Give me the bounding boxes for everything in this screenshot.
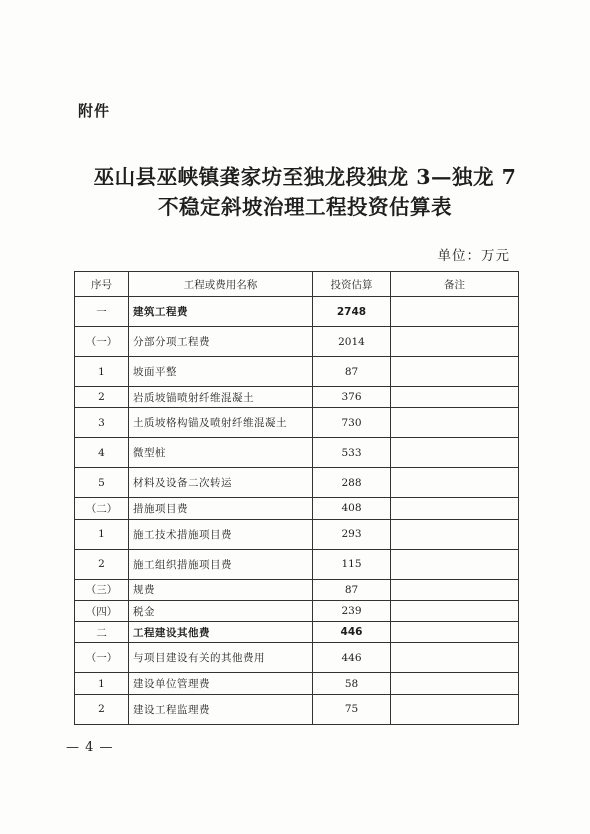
row-note xyxy=(391,438,519,468)
table-row xyxy=(75,600,519,621)
row-amount: 376 xyxy=(313,387,391,408)
row-note xyxy=(391,327,519,357)
row-name: 材料及设备二次转运 xyxy=(129,468,313,498)
row-seq: 2 xyxy=(75,694,129,724)
row-name: 施工技术措施项目费 xyxy=(129,519,313,549)
table-row xyxy=(75,438,519,468)
row-name: 分部分项工程费 xyxy=(129,327,313,357)
attachment-label: 附件 xyxy=(78,102,111,120)
table-row xyxy=(75,694,519,724)
table-row xyxy=(75,357,519,387)
row-note xyxy=(391,622,519,643)
row-name: 工程建设其他费 xyxy=(129,622,313,643)
row-seq: （三） xyxy=(75,579,129,600)
row-name: 税金 xyxy=(129,600,313,621)
row-amount: 239 xyxy=(313,600,391,621)
row-note xyxy=(391,387,519,408)
row-name: 微型桩 xyxy=(129,438,313,468)
table-row xyxy=(75,468,519,498)
header-name: 工程或费用名称 xyxy=(129,272,313,297)
row-name: 建筑工程费 xyxy=(129,297,313,327)
row-seq: 5 xyxy=(75,468,129,498)
row-seq: （四） xyxy=(75,600,129,621)
row-amount: 293 xyxy=(313,519,391,549)
table-row xyxy=(75,643,519,673)
page-number: — 4 — xyxy=(66,740,114,755)
table-row xyxy=(75,408,519,438)
row-seq: 3 xyxy=(75,408,129,438)
investment-estimate-table xyxy=(74,271,519,725)
table-row xyxy=(75,498,519,519)
row-note xyxy=(391,579,519,600)
row-seq: 2 xyxy=(75,549,129,579)
row-name: 规费 xyxy=(129,579,313,600)
row-note xyxy=(391,600,519,621)
row-amount: 75 xyxy=(313,694,391,724)
row-note xyxy=(391,297,519,327)
row-note xyxy=(391,468,519,498)
header-amount: 投资估算 xyxy=(313,272,391,297)
row-amount: 408 xyxy=(313,498,391,519)
row-seq: 2 xyxy=(75,387,129,408)
row-name: 岩质坡锚喷射纤维混凝土 xyxy=(129,387,313,408)
row-amount: 446 xyxy=(313,622,391,643)
title-line-2: 不稳定斜坡治理工程投资估算表 xyxy=(158,195,452,219)
row-seq: 二 xyxy=(75,622,129,643)
table-row xyxy=(75,387,519,408)
row-seq: 1 xyxy=(75,357,129,387)
row-name: 土质坡格构锚及喷射纤维混凝土 xyxy=(129,408,313,438)
row-note xyxy=(391,498,519,519)
row-amount: 730 xyxy=(313,408,391,438)
table-row xyxy=(75,549,519,579)
row-note xyxy=(391,673,519,694)
row-note xyxy=(391,694,519,724)
row-amount: 2014 xyxy=(313,327,391,357)
row-seq: 4 xyxy=(75,438,129,468)
table-header-row xyxy=(75,272,519,297)
row-amount: 2748 xyxy=(313,297,391,327)
row-seq: （二） xyxy=(75,498,129,519)
unit-label: 单位：万元 xyxy=(437,248,510,264)
row-name: 措施项目费 xyxy=(129,498,313,519)
title-line-1: 巫山县巫峡镇龚家坊至独龙段独龙 3—独龙 7 xyxy=(93,165,517,189)
table-row xyxy=(75,327,519,357)
row-name: 坡面平整 xyxy=(129,357,313,387)
row-seq: （一） xyxy=(75,327,129,357)
table-row xyxy=(75,519,519,549)
row-seq: 1 xyxy=(75,673,129,694)
row-note xyxy=(391,357,519,387)
row-name: 施工组织措施项目费 xyxy=(129,549,313,579)
table-row xyxy=(75,673,519,694)
row-note xyxy=(391,643,519,673)
row-name: 建设单位管理费 xyxy=(129,673,313,694)
header-seq: 序号 xyxy=(75,272,129,297)
row-amount: 533 xyxy=(313,438,391,468)
row-note xyxy=(391,519,519,549)
row-seq: 一 xyxy=(75,297,129,327)
row-amount: 87 xyxy=(313,579,391,600)
header-note: 备注 xyxy=(391,272,519,297)
table-row xyxy=(75,622,519,643)
row-note xyxy=(391,408,519,438)
row-note xyxy=(391,549,519,579)
row-name: 建设工程监理费 xyxy=(129,694,313,724)
row-name: 与项目建设有关的其他费用 xyxy=(129,643,313,673)
table-row xyxy=(75,579,519,600)
table-body xyxy=(75,297,519,725)
table-row xyxy=(75,297,519,327)
row-amount: 115 xyxy=(313,549,391,579)
row-seq: 1 xyxy=(75,519,129,549)
row-amount: 446 xyxy=(313,643,391,673)
row-seq: （一） xyxy=(75,643,129,673)
row-amount: 58 xyxy=(313,673,391,694)
row-amount: 288 xyxy=(313,468,391,498)
row-amount: 87 xyxy=(313,357,391,387)
